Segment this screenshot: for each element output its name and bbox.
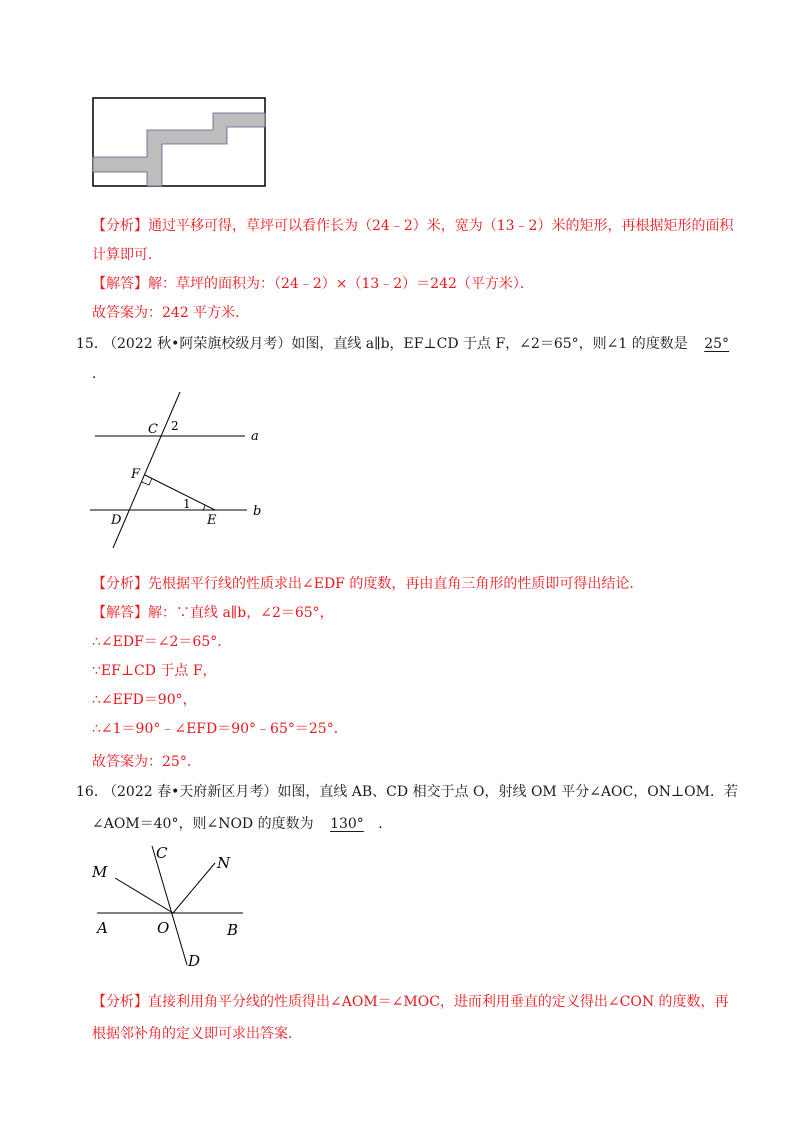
label-b: b	[253, 504, 262, 519]
label-A: A	[97, 919, 108, 937]
label-E: E	[207, 513, 217, 528]
q14-analysis-cont: 计算即可．	[92, 247, 162, 263]
label-1: 1	[183, 497, 191, 511]
label-F: F	[131, 467, 141, 482]
q15-fill-answer: 25°	[704, 336, 730, 352]
q16-analysis-cont: 根据邻补角的定义即可求出答案．	[92, 1026, 302, 1042]
q15-stem-text: （2022 秋•阿荣旗校级月考）如图，直线 a∥b，EF⊥CD 于点 F，∠2＝65°，则∠1 的度数是	[103, 336, 688, 352]
q15-solution-1: 【解答】解：∵直线 a∥b，∠2＝65°，	[92, 605, 334, 621]
q15-stem-end: ．	[92, 366, 106, 382]
q15-solution-4: ∴∠EFD＝90°，	[92, 692, 197, 708]
lawn-path-figure	[90, 96, 270, 188]
q15-stem	[103, 334, 729, 354]
label-B: B	[227, 921, 239, 939]
q16-stem-line1: （2022 春•天府新区月考）如图，直线 AB、CD 相交于点 O，射线 OM 平分∠AOC，ON⊥OM．若	[103, 784, 738, 800]
label-2: 2	[171, 419, 179, 433]
q15-number: 15．	[76, 336, 108, 352]
parallel-lines-figure	[85, 390, 275, 550]
label-N: N	[217, 854, 231, 872]
q16-fill-answer: 130°	[330, 816, 364, 832]
label-C: C	[148, 422, 158, 437]
q16-stem-text: ∠AOM＝40°，则∠NOD 的度数为	[92, 816, 314, 832]
label-C16: C	[156, 844, 168, 862]
q15-solution-3: ∵EF⊥CD 于点 F，	[92, 663, 217, 679]
q15-solution-2: ∴∠EDF＝∠2＝65°．	[92, 634, 232, 650]
q14-analysis: 【分析】通过平移可得，草坪可以看作长为（24﹣2）米，宽为（13﹣2）米的矩形，再根据矩形的面积	[92, 218, 734, 234]
q16-analysis: 【分析】直接利用角平分线的性质得出∠AOM＝∠MOC，进而利用垂直的定义得出∠CON 的度数，再	[92, 994, 729, 1010]
q14-solution: 【解答】解：草坪的面积为：（24﹣2）×（13﹣2）＝242（平方米）．	[92, 276, 534, 292]
q16-stem-end: ．	[378, 816, 393, 832]
q16-number: 16．	[76, 784, 108, 800]
intersecting-lines-figure	[85, 838, 255, 973]
q16-stem-line2	[92, 814, 392, 834]
label-D16: D	[188, 952, 201, 970]
q15-solution-5: ∴∠1＝90°﹣∠EFD＝90°﹣65°＝25°．	[92, 721, 348, 737]
label-a: a	[251, 429, 259, 444]
q14-answer: 故答案为：242 平方米．	[92, 305, 250, 321]
label-M: M	[92, 863, 108, 881]
label-D: D	[111, 513, 122, 528]
q15-analysis: 【分析】先根据平行线的性质求出∠EDF 的度数，再由直角三角形的性质即可得出结论．	[92, 576, 644, 592]
label-O: O	[157, 919, 170, 937]
q15-answer: 故答案为：25°．	[92, 754, 201, 770]
